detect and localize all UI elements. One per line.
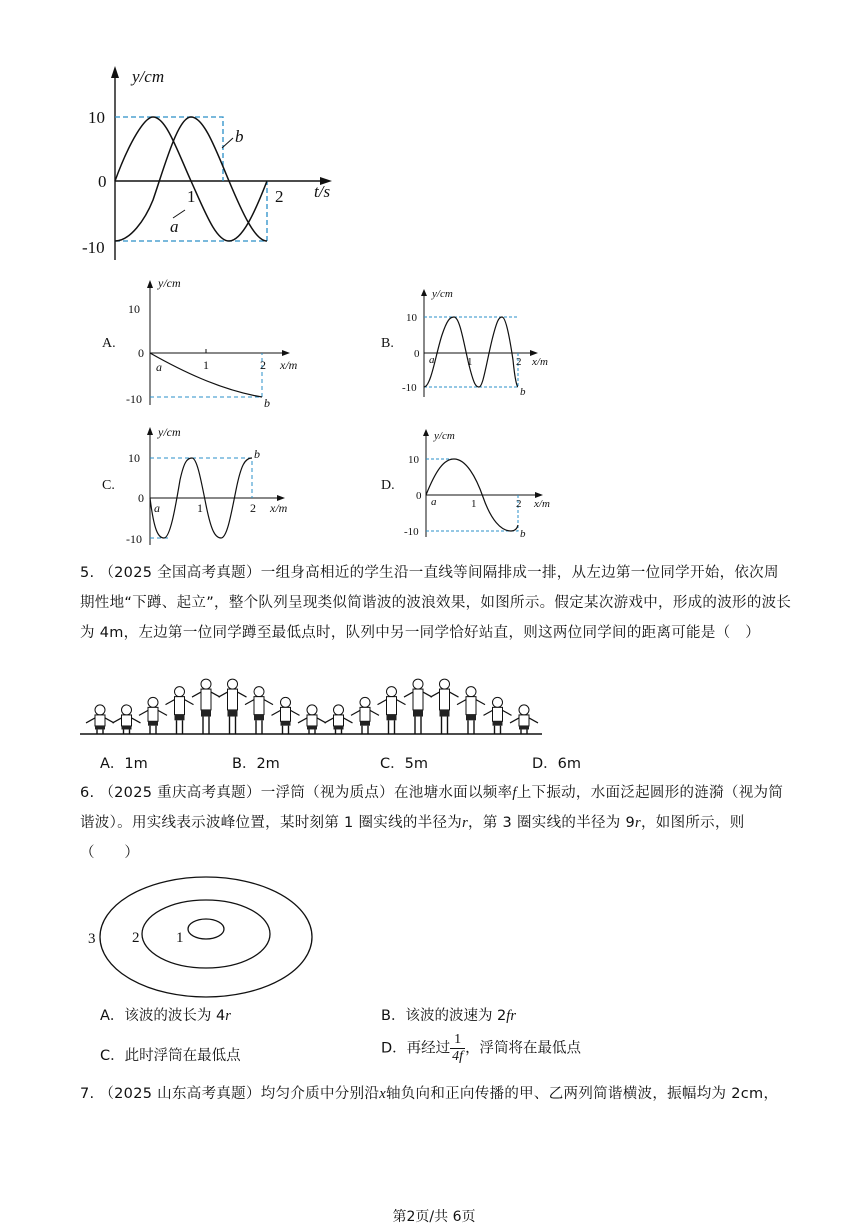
c-ylabel: y/cm <box>158 425 181 439</box>
c-label-b: b <box>254 447 260 461</box>
student-figure <box>113 705 141 734</box>
question-5 <box>80 558 792 648</box>
q6-opt-b-text: B．该波的波速为 2 <box>381 1008 507 1024</box>
ripple-circles-diagram <box>82 870 322 1005</box>
a-ytick-0: 0 <box>138 346 144 360</box>
q6-source: （2025 重庆高考真题） <box>99 785 261 801</box>
a-ytick-10: 10 <box>128 302 140 316</box>
option-a-graph[interactable] <box>120 275 320 410</box>
ring-label-1: 1 <box>176 930 184 946</box>
c-ytick-0: 0 <box>138 491 144 505</box>
c-ytick-neg10: -10 <box>126 532 142 546</box>
q7-number: 7. <box>80 1086 95 1102</box>
q7-var-x: x <box>379 1086 386 1102</box>
main-xlabel: t/s <box>314 182 331 201</box>
a-ylabel: y/cm <box>158 276 181 290</box>
question-7 <box>80 1079 792 1109</box>
d-ytick-10: 10 <box>408 454 419 466</box>
curve-a <box>115 117 267 241</box>
q6-number: 6. <box>80 785 95 801</box>
option-b-letter: B. <box>381 336 394 351</box>
student-figure <box>484 697 512 734</box>
q5-option-d[interactable]: D．6m <box>532 756 582 772</box>
svg-text:y/cm <box>130 67 164 86</box>
student-figure <box>272 697 300 734</box>
b-ylabel: y/cm <box>432 288 453 300</box>
q6-opt-d-text-2: ，浮筒将在最低点 <box>465 1040 582 1057</box>
q7-source: （2025 山东高考真题） <box>99 1086 261 1102</box>
d-ytick-neg10: -10 <box>404 526 419 538</box>
d-label-a: a <box>431 496 437 508</box>
c-ytick-10: 10 <box>128 451 140 465</box>
main-ytick-neg10: -10 <box>82 238 105 257</box>
option-c-graph[interactable] <box>120 420 310 550</box>
student-figure <box>351 697 379 734</box>
d-ylabel: y/cm <box>434 430 455 442</box>
c-xtick-2: 2 <box>250 501 256 515</box>
q6-option-c[interactable]: C．此时浮筒在最低点 <box>100 1048 241 1064</box>
d-xtick-1: 1 <box>471 498 477 510</box>
d-xlabel: x/m <box>534 498 550 510</box>
a-xtick-1: 1 <box>203 358 209 372</box>
a-label-b: b <box>264 396 270 410</box>
d-label-b: b <box>520 528 526 540</box>
option-b-graph[interactable] <box>398 285 558 400</box>
student-figure <box>298 705 326 734</box>
student-figure <box>457 687 485 734</box>
d-xtick-2: 2 <box>516 498 522 510</box>
q6-option-a[interactable] <box>100 1004 231 1025</box>
q6-option-d[interactable] <box>381 1032 581 1065</box>
option-d-letter: D. <box>381 478 395 493</box>
main-xtick-2: 2 <box>275 187 284 206</box>
q6-text-2: 上下振动，水面泛起圆形的涟漪（视为简谐波）。用实线表示波峰位置，某时刻第 1 圈实线的半径为 <box>80 785 784 831</box>
c-xtick-1: 1 <box>197 501 203 515</box>
student-figure <box>325 705 353 734</box>
students-wave-illustration <box>80 650 550 740</box>
option-a-letter: A. <box>102 336 116 351</box>
fraction-1-over-4f <box>450 1032 465 1065</box>
b-label-b: b <box>520 386 526 398</box>
q6-opt-b-var: fr <box>506 1008 516 1024</box>
q6-var-r-2: r <box>635 815 641 831</box>
c-xlabel: x/m <box>270 501 288 515</box>
ring-label-3: 3 <box>88 931 96 947</box>
ring-label-2: 2 <box>132 930 140 946</box>
student-figure <box>404 679 432 734</box>
main-wave-graph <box>70 60 360 275</box>
q5-option-a[interactable]: A．1m <box>100 756 148 772</box>
page-footer: 第2页/共 6页 <box>392 1209 476 1225</box>
option-d-graph[interactable] <box>398 425 558 540</box>
q5-option-c[interactable]: C．5m <box>380 756 428 772</box>
q5-option-b[interactable]: B．2m <box>232 756 280 772</box>
main-ylabel: y/cm <box>132 67 165 86</box>
curve-b <box>115 117 267 241</box>
student-figure <box>139 697 167 734</box>
c-label-a: a <box>154 501 160 515</box>
b-xtick-2: 2 <box>516 356 522 368</box>
b-ytick-10: 10 <box>406 312 417 324</box>
q5-text: 一组身高相近的学生沿一直线等间隔排成一排，从左边第一位同学开始，依次周期性地“下蹲、起立”，整个队列呈现类似简谐波的波浪效果，如图所示。假定某次游戏中，形成的波形的波长为 4m，左边第一位同学蹲至最低点时，队列中另一同学恰好站直，则这两位同学间的距离可能是（ ） <box>80 565 792 641</box>
q5-source: （2025 全国高考真题） <box>99 565 261 581</box>
a-xlabel: x/m <box>280 358 298 372</box>
q6-text-1: 一浮筒（视为质点）在池塘水面以频率 <box>260 785 513 801</box>
q6-option-b[interactable] <box>381 1004 516 1025</box>
student-figure <box>510 705 538 734</box>
q6-opt-d-text-1: D．再经过 <box>381 1040 451 1057</box>
student-figure <box>431 679 459 734</box>
student-figure <box>166 687 194 734</box>
a-xtick-2: 2 <box>260 358 266 372</box>
fraction-numerator: 1 <box>450 1032 465 1049</box>
q6-opt-a-var: r <box>225 1008 231 1024</box>
q7-text-1: 均匀介质中分别沿 <box>260 1086 380 1102</box>
a-ytick-neg10: -10 <box>126 392 142 406</box>
b-ytick-0: 0 <box>414 348 420 360</box>
option-c-letter: C. <box>102 478 115 493</box>
fraction-denominator: 4f <box>452 1049 464 1064</box>
q6-opt-a-text: A．该波的波长为 4 <box>100 1008 226 1024</box>
student-figure <box>219 679 247 734</box>
q6-paren: （ ） <box>80 845 140 861</box>
student-figure <box>86 705 114 734</box>
d-ytick-0: 0 <box>416 490 422 502</box>
student-figure <box>192 679 220 734</box>
q6-var-r: r <box>462 815 469 831</box>
q6-var-f: f <box>512 785 517 801</box>
student-figure <box>378 687 406 734</box>
q6-text-4: ，如图所示，则 <box>640 815 745 831</box>
q6-text-3: ，第 3 圈实线的半径为 9 <box>468 815 636 831</box>
student-figure <box>245 687 273 734</box>
b-ytick-neg10: -10 <box>402 382 417 394</box>
main-ytick-0: 0 <box>98 172 107 191</box>
question-6 <box>80 778 792 868</box>
b-xlabel: x/m <box>532 356 548 368</box>
a-label-a: a <box>156 360 162 374</box>
main-ytick-10: 10 <box>88 108 105 127</box>
q5-number: 5. <box>80 565 95 581</box>
main-label-b: b <box>235 127 244 146</box>
main-xtick-1: 1 <box>187 187 196 206</box>
b-xtick-1: 1 <box>467 356 473 368</box>
main-label-a: a <box>170 217 179 236</box>
b-label-a: a <box>429 354 435 366</box>
q7-text-2: 轴负向和正向传播的甲、乙两列简谐横波，振幅均为 2cm， <box>385 1086 779 1102</box>
